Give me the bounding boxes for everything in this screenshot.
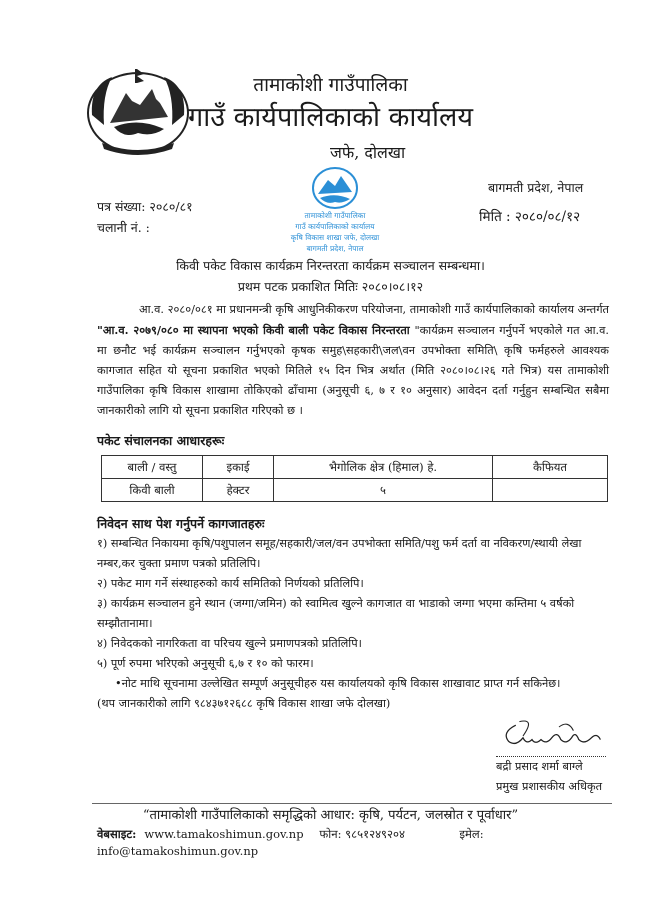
office-location: जफे, दोलखा [330,143,406,162]
email-label: इमेल: [459,827,484,841]
note-text: •नोट माथि सूचनामा उल्लेखित सम्पूर्ण अनुसूचीहरु यस कार्यालयको कृषि विकास शाखावाट प्राप्त गर्न सकिनेछ। [115,677,561,690]
website-link[interactable]: www.tamakoshimun.gov.np [144,827,304,841]
website-label: वेबसाइट: [97,827,137,841]
footer-contact-row [97,827,484,842]
list-item: ५) पूर्ण रुपमा भरिएको अनुसूची ६,७ र १० को फारम। [97,657,314,670]
municipality-name: तामाकोशी गाउँपालिका [253,74,408,96]
column-header: भैगोलिक क्षेत्र (हिमाल) हे. [274,456,493,479]
office-stamp-icon [276,166,394,258]
signatory-name: बद्री प्रसाद शर्मा बाग्ले [496,760,583,773]
pocket-basis-heading: पकेट संचालनका आधारहरूः [97,433,225,448]
column-header: इकाई [203,456,274,479]
list-item: २) पकेट माग गर्ने संस्थाहरुको कार्य समितिको निर्णयको प्रतिलिपि। [97,577,364,590]
table-cell: ५ [274,479,493,502]
office-stamp [276,166,394,258]
required-documents-list [97,534,612,674]
signature-block [490,718,620,797]
email-link[interactable]: info@tamakoshimun.gov.np [97,844,259,858]
stamp-line-3: कृषि विकास शाखा जफे, दोलखा [290,233,380,242]
notice-subject: किवी पकेट विकास कार्यक्रम निरन्तरता कार्यक्रम सञ्चालन सम्बन्धमा। [176,258,485,273]
table-cell: हेक्टर [203,479,274,502]
dispatch-number: चलानी नं. : [97,220,150,235]
more-info-text: (थप जानकारीको लागि ९८४३७१२६८८ कृषि विकास शाखा जफे दोलखा) [97,697,391,710]
notice-body-bold: "आ.व. २०७९/०८० मा स्थापना भएको किवी बाली पकेट विकास निरन्तरता [97,323,415,337]
office-name: गाउँ कार्यपालिकाको कार्यालय [188,102,473,133]
first-published-date: प्रथम पटक प्रकाशित मितिः २०८०।०८।१२ [237,279,424,294]
table-cell [493,479,608,502]
phone-number: फोन: ९८५१२४९२०४ [319,827,405,841]
list-item: ४) निवेदकको नागरिकता वा परिचय खुल्ने प्रमाणपत्रको प्रतिलिपि। [97,637,362,650]
notice-body [97,300,609,421]
stamp-line-2: गाउँ कार्यपालिकाको कार्यालय [295,222,375,231]
required-documents-heading: निवेदन साथ पेश गर्नुपर्ने कागजातहरुः [97,516,265,531]
stamp-line-1: तामाकोशी गाउँपालिका [304,211,366,220]
table-row [102,479,608,502]
list-item: १) सम्बन्धित निकायमा कृषि/पशुपालन समूह/सहकारी/जल/वन उपभोक्ता समिति/पशु फर्म दर्ता वा नविकरण/स्थायी लेखा नम्बर,कर चुक्ता प्रमाण पत्रको प्रतिलिपि। [97,537,582,570]
letter-number: पत्र संख्या: २०८०/८१ [97,199,193,214]
footer-divider [92,803,612,804]
pocket-basis-table [101,455,608,502]
table-header-row [102,456,608,479]
signature-icon [490,718,610,754]
notice-body-part1: आ.व. २०८०/०८१ मा प्रधानमन्त्री कृषि आधुनिकीकरण परियोजना, तामाकोशी गाउँ कार्यपालिकाको कार्यालय अन्तर्गत [139,303,609,316]
letter-date: मिति : २०८०/०८/१२ [479,209,581,225]
stamp-line-4: बागमती प्रदेश, नेपाल [306,244,364,253]
column-header: बाली / वस्तु [102,456,203,479]
column-header: कैफियत [493,456,608,479]
list-item: ३) कार्यक्रम सञ्चालन हुने स्थान (जग्गा/जमिन) को स्वामित्व खुल्ने कागजात वा भाडाको जग्गा भएमा कम्तिमा ५ वर्षको सम्झौतानामा। [97,597,575,630]
footer-motto: “तामाकोशी गाउँपालिकाको समृद्धिको आधार: कृषि, पर्यटन, जलस्रोत र पूर्वाधार” [142,808,519,823]
table-cell: किवी बाली [102,479,203,502]
province-text: बागमती प्रदेश, नेपाल [488,180,584,195]
notice-body-part2: "कार्यक्रम सञ्चालन गर्नुपर्ने भएकोले गत आ.व. मा छनौट भई कार्यक्रम सञ्चालन गर्नुभएको कृषक समुह\सहकारी\जल\वन उपभोक्ता समिति\ कृषि फर्महरुले आवश्यक कागजात सहित यो सूचना प्रकाशित भएको मितिले १५ दिन भित्र अर्थात (मिति २०८०।०८।२६ गते भित्र) यस तामाकोशी गाउँपालिका कृषि विकास शाखामा तोकिएको ढाँचामा (अनुसूची ६, ७ र १० अनुसार) आवेदन दर्ता गर्नुहुन सम्बन्धित सबैमा जानकारीको लागि यो सूचना प्रकाशित गरिएको छ । [97,324,609,417]
signatory-title: प्रमुख प्रशासकीय अधिकृत [496,780,603,793]
notice-details [97,425,612,714]
